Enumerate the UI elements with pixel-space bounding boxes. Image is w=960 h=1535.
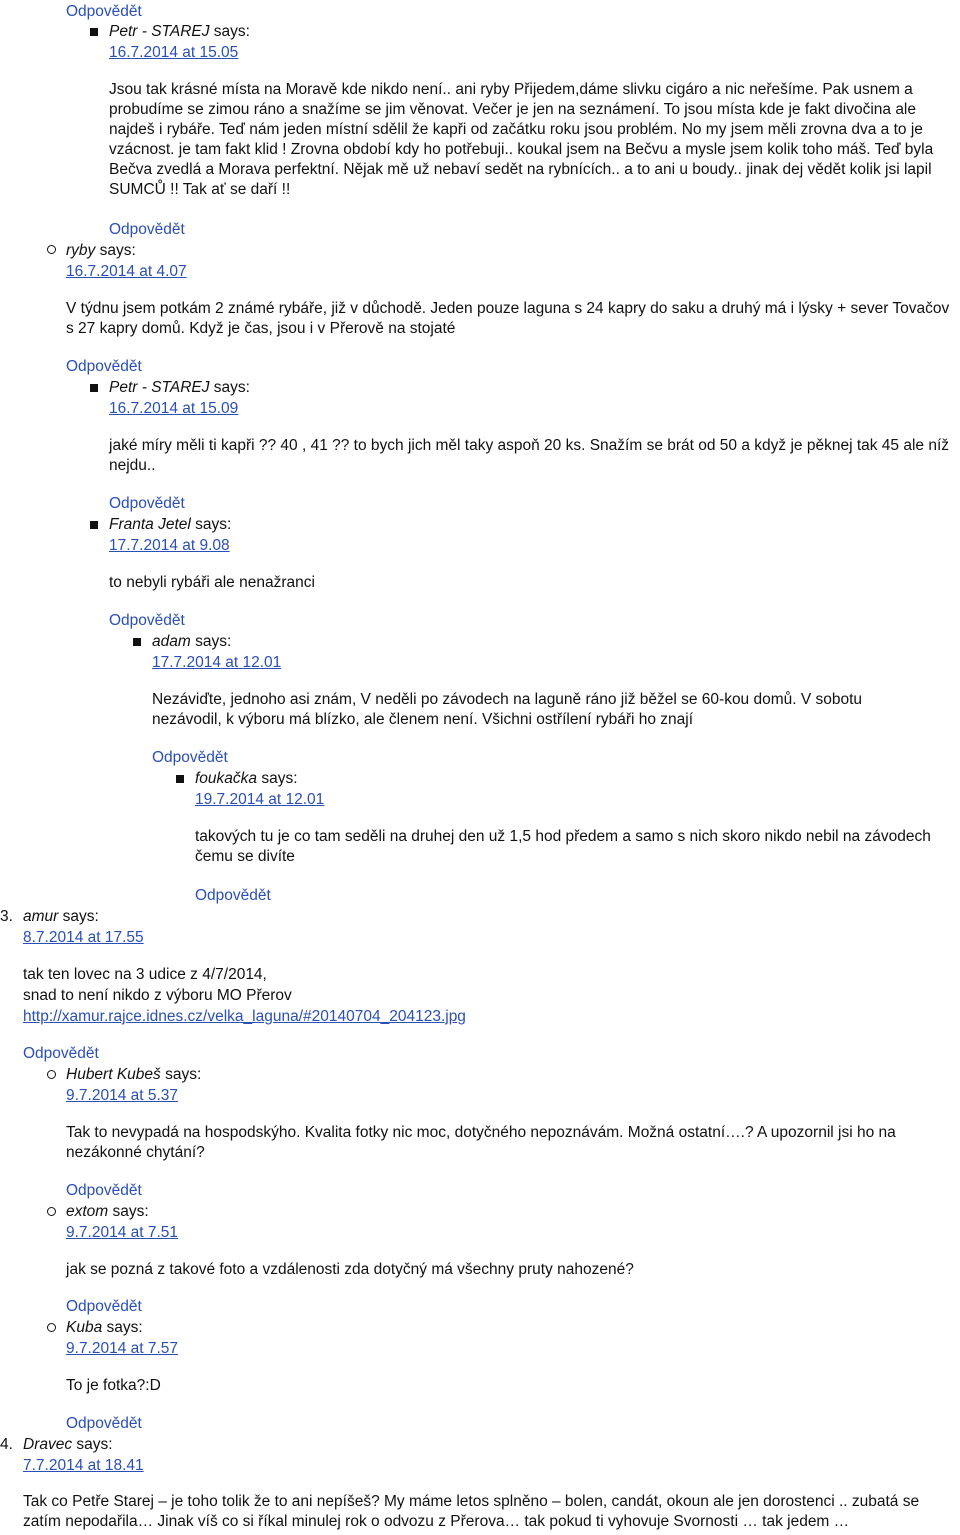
says-label: says: [261, 770, 298, 787]
says-label: says: [213, 23, 250, 40]
list-number: 3. [0, 908, 13, 925]
comment-text: Tak to nevypadá na hospodskýho. Kvalita fotky nic moc, dotyčného nepoznávám. Možná ostatní….? A upozornil jsi ho na nezákonné chytání? [66, 1124, 896, 1161]
says-label: says: [195, 516, 232, 533]
comment-header [152, 632, 231, 652]
comment-header [66, 241, 136, 261]
comment-date-link[interactable]: 17.7.2014 at 12.01 [152, 654, 282, 671]
comment-header [23, 1435, 113, 1455]
comment-text: takových tu je co tam seděli na druhej den už 1,5 hod předem a samo s nich skoro nikdo nebil na závodech čemu se divíte [195, 828, 931, 865]
reply-link[interactable]: Odpovědět [109, 612, 185, 629]
comment-author: Franta Jetel [109, 516, 191, 533]
comment-author: extom [66, 1203, 109, 1220]
says-label: says: [106, 1319, 143, 1336]
says-label: says: [99, 242, 136, 259]
comment-text: Nezáviďte, jednoho asi znám, V neděli po závodech na laguně ráno již běžel se 60-kou domů. V sobotu nezávodil, k výboru má blízko, ale členem není. Všichni ostřílení rybáři ho znají [152, 691, 863, 728]
says-label: says: [62, 908, 99, 925]
bullet-square-icon [90, 28, 98, 36]
comment-header [109, 515, 231, 535]
comment-header [66, 1202, 149, 1222]
reply-link[interactable]: Odpovědět [66, 358, 142, 375]
comment-date-link[interactable]: 16.7.2014 at 4.07 [66, 263, 187, 280]
bullet-square-icon [176, 775, 184, 783]
comment-text: Jsou tak krásné místa na Moravě kde nikdo není.. ani ryby Přijedem,dáme slivku cigáro a nic neřešíme. Pak usnem a probudíme se zimou ráno a snažíme se jim věnovat. Večer je jen na seznámení. To jsou místa kde je fakt divočina ale najdeš i rybáře. Teď nám jeden místní sdělil že kapři od začátku roku jsou problém. No my jsem měli zrovna dva a to je vzácnost. je tam fakt klid ! Zrovna období kdy ho potřebuji.. koukal jsem na Bečvu a mysle jsem kolik toho máš. Teď byla Bečva zvedlá a Morava perfektní. Nějak mě už nebaví sedět na rybnících.. a to ani u boudy.. jinak dej vědět kolik jsi lapil SUMCŮ !! Tak ať se daří !! [109, 81, 934, 198]
reply-link[interactable]: Odpovědět [23, 1045, 99, 1062]
bullet-circle-icon [47, 1070, 56, 1079]
comment-header [23, 907, 99, 927]
comment-author: foukačka [195, 770, 258, 787]
reply-link[interactable]: Odpovědět [195, 887, 271, 904]
reply-link[interactable]: Odpovědět [66, 1182, 142, 1199]
comment-date-link[interactable]: 9.7.2014 at 5.37 [66, 1087, 179, 1104]
reply-link[interactable]: Odpovědět [109, 221, 185, 238]
comment-author: Dravec [23, 1436, 73, 1453]
reply-link[interactable]: Odpovědět [66, 1415, 142, 1432]
list-number: 4. [0, 1436, 13, 1453]
reply-link[interactable]: Odpovědět [66, 1298, 142, 1315]
reply-link[interactable]: Odpovědět [66, 3, 142, 20]
comment-date-link[interactable]: 16.7.2014 at 15.09 [109, 400, 239, 417]
comment-header [66, 1065, 201, 1085]
comment-text: V týdnu jsem potkám 2 známé rybáře, již v důchodě. Jeden pouze laguna s 24 kapry do saku a druhý má i lýsky + sever Tovačov s 27 kapry domů. Když je čas, jsou i v Přerově na stojaté [66, 300, 950, 337]
comment-author: Kuba [66, 1319, 103, 1336]
comment-header [109, 22, 250, 42]
comment-date-link[interactable]: 8.7.2014 at 17.55 [23, 929, 144, 946]
comment-text-line: snad to není nikdo z výboru MO Přerov [23, 987, 292, 1004]
comment-date-link[interactable]: 7.7.2014 at 18.41 [23, 1457, 144, 1474]
comment-date-link[interactable]: 17.7.2014 at 9.08 [109, 537, 230, 554]
comment-text: jak se pozná z takové foto a vzdálenosti zda dotyčný má všechny pruty nahozené? [66, 1261, 634, 1278]
reply-link[interactable]: Odpovědět [109, 495, 185, 512]
comment-author: adam [152, 633, 191, 650]
comment-text-line: tak ten lovec na 3 udice z 4/7/2014, [23, 966, 267, 983]
comment-date-link[interactable]: 16.7.2014 at 15.05 [109, 44, 239, 61]
comment-text: Tak co Petře Starej – je toho tolik že to ani nepíšeš? My máme letos splněno – bolen, candát, okoun ale jen dorostenci .. zubatá se zatím nepodařila… Jinak víš co si říkal minulej rok o odvozu z Přerova… tak pokud ti vyhovuje Svornosti … tak jedem … [23, 1493, 920, 1530]
bullet-circle-icon [47, 245, 56, 254]
comment-author: ryby [66, 242, 96, 259]
comment-author: Hubert Kubeš [66, 1066, 161, 1083]
comment-author: Petr - STAREJ [109, 23, 210, 40]
bullet-square-icon [133, 638, 141, 646]
comment-header [66, 1318, 143, 1338]
comment-text: To je fotka?:D [66, 1377, 161, 1394]
says-label: says: [195, 633, 232, 650]
photo-url-link[interactable]: http://xamur.rajce.idnes.cz/velka_laguna/#20140704_204123.jpg [23, 1008, 466, 1025]
bullet-square-icon [90, 384, 98, 392]
comment-author: Petr - STAREJ [109, 379, 210, 396]
comment-date-link[interactable]: 9.7.2014 at 7.51 [66, 1224, 179, 1241]
comment-date-link[interactable]: 19.7.2014 at 12.01 [195, 791, 325, 808]
bullet-square-icon [90, 521, 98, 529]
comment-text: jaké míry měli ti kapři ?? 40 , 41 ?? to bych jich měl taky aspoň 20 ks. Snažím se brát od 50 a když je pěknej tak 45 ale níž nejdu.. [109, 437, 950, 474]
says-label: says: [213, 379, 250, 396]
reply-link[interactable]: Odpovědět [152, 749, 228, 766]
comment-date-link[interactable]: 9.7.2014 at 7.57 [66, 1340, 179, 1357]
bullet-circle-icon [47, 1323, 56, 1332]
comment-author: amur [23, 908, 59, 925]
says-label: says: [112, 1203, 149, 1220]
says-label: says: [165, 1066, 202, 1083]
comment-header [195, 769, 298, 789]
bullet-circle-icon [47, 1207, 56, 1216]
comment-text: to nebyli rybáři ale nenažranci [109, 574, 315, 591]
comment-header [109, 378, 250, 398]
says-label: says: [76, 1436, 113, 1453]
